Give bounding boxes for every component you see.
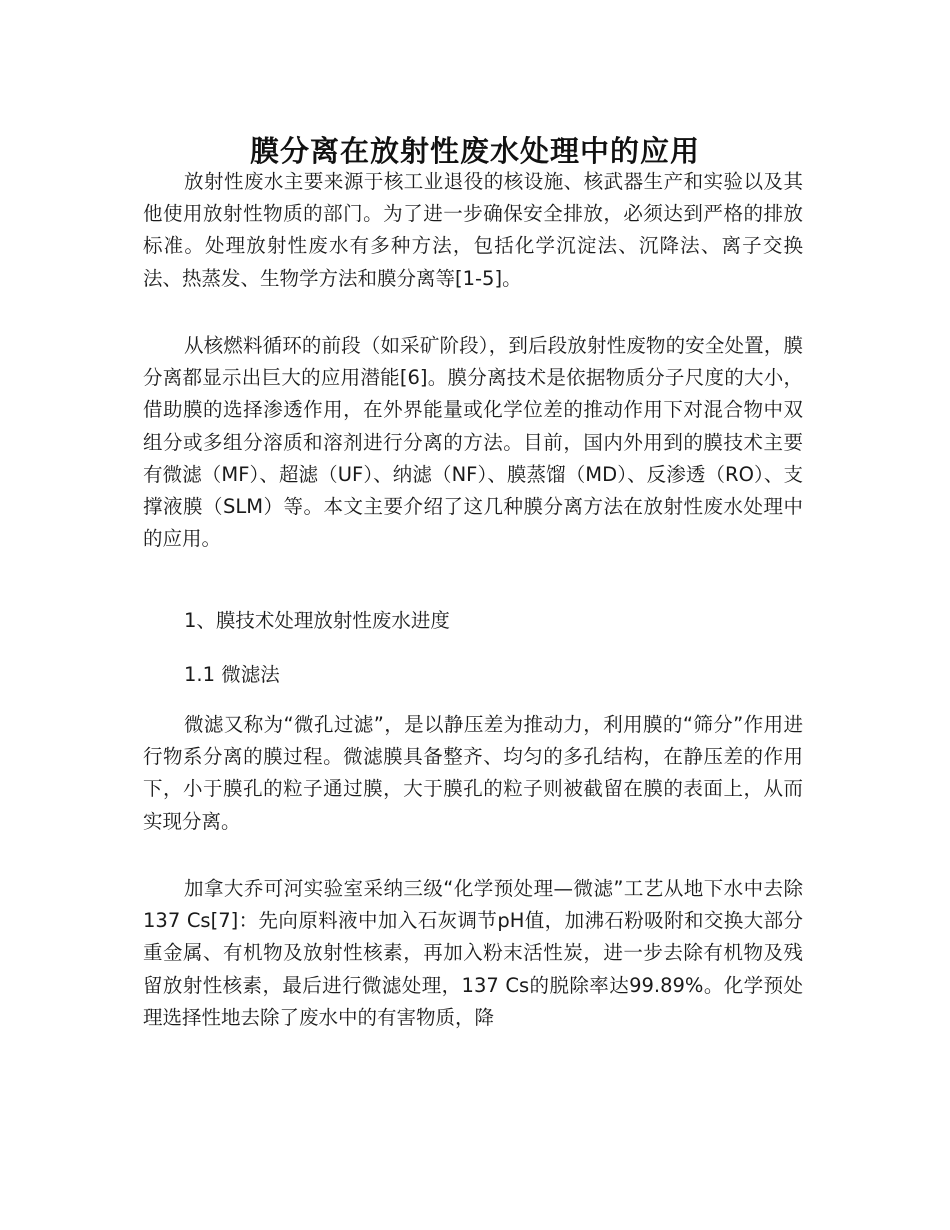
paragraph-microfiltration: 微滤又称为“微孔过滤”，是以静压差为推动力，利用膜的“筛分”作用进行物系分离的膜过程。微滤膜具备整齐、均匀的多孔结构，在静压差的作用下，小于膜孔的粒子通过膜，大于膜孔的粒子则被截留在膜的表面上，从而实现分离。	[143, 713, 803, 833]
subsection-heading: 1.1 微滤法	[184, 663, 280, 686]
paragraph-intro: 放射性废水主要来源于核工业退役的核设施、核武器生产和实验以及其他使用放射性物质的部门。为了进一步确保安全排放，必须达到严格的排放标准。处理放射性废水有多种方法，包括化学沉淀法、沉降法、离子交换法、热蒸发、生物学方法和膜分离等[1-5]。	[143, 170, 803, 290]
document-title: 膜分离在放射性废水处理中的应用	[249, 134, 700, 169]
paragraph-chalk-river: 加拿大乔可河实验室采纳三级“化学预处理—微滤”工艺从地下水中去除137 Cs[7]：先向原料液中加入石灰调节pH值，加沸石粉吸附和交换大部分重金属、有机物及放射性核素，再加入粉末活性炭，进一步去除有机物及残留放射性核素，最后进行微滤处理，137 Cs的脱除率达99.89%。化学预处理选择性地去除了废水中的有害物质，降	[143, 877, 803, 1029]
paragraph-membrane-overview: 从核燃料循环的前段（如采矿阶段），到后段放射性废物的安全处置，膜分离都显示出巨大的应用潜能[6]。膜分离技术是依据物质分子尺度的大小，借助膜的选择渗透作用，在外界能量或化学位差的推动作用下对混合物中双组分或多组分溶质和溶剂进行分离的方法。目前，国内外用到的膜技术主要有微滤（MF）、超滤（UF）、纳滤（NF）、膜蒸馏（MD）、反渗透（RO）、支撑液膜（SLM）等。本文主要介绍了这几种膜分离方法在放射性废水处理中的应用。	[143, 334, 803, 551]
section-heading: 1、膜技术处理放射性废水进度	[184, 609, 450, 632]
